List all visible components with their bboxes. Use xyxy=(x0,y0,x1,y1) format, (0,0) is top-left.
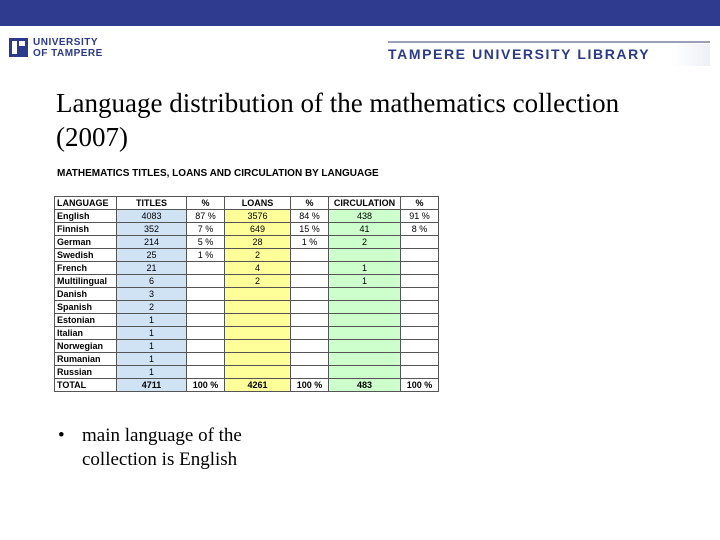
cell-loans-pct xyxy=(291,262,329,275)
cell-loans xyxy=(225,340,291,353)
cell-circulation: 41 xyxy=(329,223,401,236)
cell-loans xyxy=(225,288,291,301)
cell-titles: 4711 xyxy=(117,379,187,392)
university-logo-text xyxy=(33,37,103,59)
cell-loans-pct: 15 % xyxy=(291,223,329,236)
cell-circulation-pct xyxy=(401,275,439,288)
header-fade xyxy=(672,44,710,66)
column-header-circulation-pct: % xyxy=(401,197,439,210)
cell-circulation xyxy=(329,249,401,262)
table-row xyxy=(55,288,439,301)
cell-language: Danish xyxy=(55,288,117,301)
cell-titles-pct: 87 % xyxy=(187,210,225,223)
cell-language: French xyxy=(55,262,117,275)
cell-loans-pct: 1 % xyxy=(291,236,329,249)
cell-language: English xyxy=(55,210,117,223)
cell-language: Russian xyxy=(55,366,117,379)
cell-language: Estonian xyxy=(55,314,117,327)
cell-loans: 28 xyxy=(225,236,291,249)
cell-titles-pct: 100 % xyxy=(187,379,225,392)
table-row xyxy=(55,340,439,353)
cell-circulation: 1 xyxy=(329,275,401,288)
cell-circulation-pct: 8 % xyxy=(401,223,439,236)
column-header-language: LANGUAGE xyxy=(55,197,117,210)
table-header-row xyxy=(55,197,439,210)
cell-loans xyxy=(225,327,291,340)
cell-titles: 21 xyxy=(117,262,187,275)
cell-loans-pct xyxy=(291,353,329,366)
cell-titles-pct xyxy=(187,301,225,314)
cell-loans-pct: 84 % xyxy=(291,210,329,223)
table-row xyxy=(55,314,439,327)
cell-circulation: 483 xyxy=(329,379,401,392)
column-header-loans: LOANS xyxy=(225,197,291,210)
cell-language: German xyxy=(55,236,117,249)
bullet-item xyxy=(56,424,316,472)
cell-titles-pct xyxy=(187,262,225,275)
cell-circulation xyxy=(329,314,401,327)
cell-circulation-pct: 100 % xyxy=(401,379,439,392)
cell-loans-pct xyxy=(291,275,329,288)
column-header-titles-pct: % xyxy=(187,197,225,210)
cell-titles-pct xyxy=(187,275,225,288)
cell-loans xyxy=(225,301,291,314)
cell-loans: 4261 xyxy=(225,379,291,392)
slide-title: Language distribution of the mathematics collection (2007) xyxy=(56,88,620,152)
cell-loans-pct: 100 % xyxy=(291,379,329,392)
cell-loans xyxy=(225,366,291,379)
logo-line-1: UNIVERSITY xyxy=(33,37,99,48)
cell-circulation xyxy=(329,366,401,379)
cell-loans-pct xyxy=(291,301,329,314)
cell-circulation-pct xyxy=(401,236,439,249)
cell-circulation-pct: 91 % xyxy=(401,210,439,223)
cell-titles: 1 xyxy=(117,327,187,340)
table-row xyxy=(55,249,439,262)
cell-loans-pct xyxy=(291,327,329,340)
cell-titles: 4083 xyxy=(117,210,187,223)
cell-language: Italian xyxy=(55,327,117,340)
cell-loans-pct xyxy=(291,249,329,262)
table-row xyxy=(55,301,439,314)
cell-titles-pct xyxy=(187,366,225,379)
cell-language: Norwegian xyxy=(55,340,117,353)
university-shield-icon xyxy=(9,38,28,57)
cell-titles-pct xyxy=(187,340,225,353)
cell-titles-pct xyxy=(187,314,225,327)
cell-titles: 1 xyxy=(117,353,187,366)
table-row xyxy=(55,210,439,223)
column-header-titles: TITLES xyxy=(117,197,187,210)
cell-titles-pct xyxy=(187,327,225,340)
cell-titles-pct: 7 % xyxy=(187,223,225,236)
column-header-circulation: CIRCULATION xyxy=(329,197,401,210)
top-banner xyxy=(0,0,720,26)
cell-loans: 649 xyxy=(225,223,291,236)
cell-circulation xyxy=(329,340,401,353)
cell-circulation: 2 xyxy=(329,236,401,249)
cell-titles: 1 xyxy=(117,366,187,379)
table-title: MATHEMATICS TITLES, LOANS AND CIRCULATION BY LANGUAGE xyxy=(57,168,379,179)
cell-circulation-pct xyxy=(401,366,439,379)
cell-loans-pct xyxy=(291,314,329,327)
cell-titles: 25 xyxy=(117,249,187,262)
university-logo xyxy=(9,36,119,62)
table-row xyxy=(55,275,439,288)
cell-circulation: 438 xyxy=(329,210,401,223)
cell-titles: 214 xyxy=(117,236,187,249)
cell-language: Finnish xyxy=(55,223,117,236)
bullet-dot-icon: • xyxy=(58,425,65,446)
cell-circulation: 1 xyxy=(329,262,401,275)
cell-titles: 6 xyxy=(117,275,187,288)
cell-circulation-pct xyxy=(401,314,439,327)
cell-language: Multilingual xyxy=(55,275,117,288)
cell-circulation-pct xyxy=(401,262,439,275)
cell-language: Rumanian xyxy=(55,353,117,366)
cell-loans: 3576 xyxy=(225,210,291,223)
cell-loans: 2 xyxy=(225,275,291,288)
cell-loans: 2 xyxy=(225,249,291,262)
cell-language: TOTAL xyxy=(55,379,117,392)
cell-circulation xyxy=(329,301,401,314)
cell-circulation-pct xyxy=(401,301,439,314)
cell-titles-pct: 5 % xyxy=(187,236,225,249)
cell-titles: 3 xyxy=(117,288,187,301)
cell-circulation xyxy=(329,353,401,366)
cell-language: Spanish xyxy=(55,301,117,314)
header-rule xyxy=(388,41,710,43)
cell-titles-pct: 1 % xyxy=(187,249,225,262)
table-total-row xyxy=(55,379,439,392)
cell-circulation-pct xyxy=(401,249,439,262)
cell-titles: 1 xyxy=(117,314,187,327)
cell-circulation-pct xyxy=(401,340,439,353)
cell-circulation-pct xyxy=(401,327,439,340)
cell-titles: 2 xyxy=(117,301,187,314)
cell-circulation-pct xyxy=(401,353,439,366)
table-body xyxy=(55,210,439,392)
cell-circulation xyxy=(329,288,401,301)
cell-titles: 1 xyxy=(117,340,187,353)
cell-loans: 4 xyxy=(225,262,291,275)
table-row xyxy=(55,353,439,366)
cell-circulation-pct xyxy=(401,288,439,301)
bullet-text: main language of the collection is English xyxy=(82,425,242,470)
column-header-loans-pct: % xyxy=(291,197,329,210)
cell-titles-pct xyxy=(187,288,225,301)
cell-loans xyxy=(225,314,291,327)
library-name: TAMPERE UNIVERSITY LIBRARY xyxy=(388,46,651,62)
cell-titles: 352 xyxy=(117,223,187,236)
table-row xyxy=(55,223,439,236)
cell-circulation xyxy=(329,327,401,340)
cell-loans xyxy=(225,353,291,366)
cell-titles-pct xyxy=(187,353,225,366)
table-row xyxy=(55,262,439,275)
table-row xyxy=(55,366,439,379)
logo-line-2: OF TAMPERE xyxy=(33,48,103,59)
cell-loans-pct xyxy=(291,288,329,301)
cell-loans-pct xyxy=(291,366,329,379)
language-table xyxy=(54,196,439,392)
bullet-list xyxy=(56,424,316,472)
table-row xyxy=(55,236,439,249)
cell-language: Swedish xyxy=(55,249,117,262)
cell-loans-pct xyxy=(291,340,329,353)
table-row xyxy=(55,327,439,340)
